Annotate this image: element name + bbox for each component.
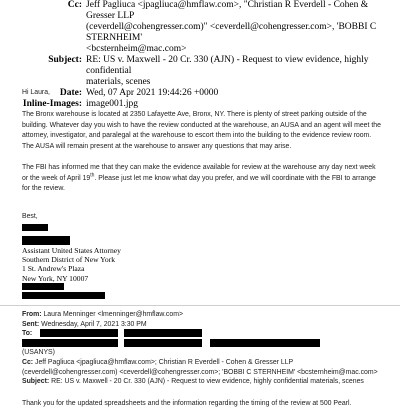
closing: Best, xyxy=(22,213,38,220)
to-label: To: xyxy=(22,330,33,338)
fwd-cc-row xyxy=(22,358,388,377)
redaction-bar xyxy=(124,339,202,347)
fwd-cc-value: Jeff Pagliuca <jpagliuca@hmflaw.com>; Christian R Everdell - Cohen & Gresser LLP (ceverdell@cohengresser.com) <ceverdell@cohengresser.com>; 'BOBBI C STERNHEIM' <bcsternheim@mac.com> xyxy=(22,358,378,376)
cc-value xyxy=(86,0,400,55)
subject-line: materials, scenes xyxy=(86,77,151,87)
redaction-bar xyxy=(22,224,48,231)
paragraph-text: The FBI has informed me that they can make the evidence available for review at the warehouse any day next week or the week of April 19 xyxy=(22,164,376,182)
signature-city: New York, NY 10007 xyxy=(22,273,89,283)
subject-value xyxy=(86,55,400,88)
redaction-bar xyxy=(22,236,70,245)
separator-line xyxy=(0,305,400,306)
usanys-text: (USANYS) xyxy=(22,349,55,357)
subject-label: Subject: xyxy=(48,55,82,65)
cc-row xyxy=(0,0,400,55)
usanys-row xyxy=(22,348,388,358)
fwd-subject-value: RE: US v. Maxwell - 20 Cr. 330 (AJN) - Request to view evidence, highly confidential materials, scenes xyxy=(51,378,364,386)
fwd-subject-row xyxy=(22,377,388,387)
from-label: From: xyxy=(22,311,42,318)
sent-label: Sent: xyxy=(22,320,40,328)
redaction-bar xyxy=(210,339,320,347)
paragraph-text: . Please just let me know what day you prefer, and we will coordinate with the FBI to arrange for the review. xyxy=(22,174,376,192)
cc-line: <bcsternheim@mac.com> xyxy=(86,44,187,54)
sent-value: Wednesday, April 7, 2021 3:30 PM xyxy=(41,320,147,328)
date-value: Wed, 07 Apr 2021 19:44:26 +0000 xyxy=(86,88,219,98)
subject-row xyxy=(0,55,400,88)
fwd-cc-label: Cc: xyxy=(22,358,34,366)
redaction-bar xyxy=(124,329,202,337)
paragraph-location: The Bronx warehouse is located at 2350 Lafayette Ave, Bronx, NY. There is plenty of street parking outside of the building. Whatever day you wish to have the review conducted at the warehouse, an AUSA and an agent will meet the attorney, investigator, and paralegal at the warehouse to escort them into the building to the evidence review room. The AUSA will remain present at the warehouse to answer any questions that may arise. xyxy=(22,111,381,150)
cc-line: (ceverdell@cohengresser.com)" <ceverdell@cohengresser.com>, 'BOBBI C STERNHEIM' xyxy=(86,22,377,43)
sent-row xyxy=(22,320,388,330)
signature-block xyxy=(22,246,322,283)
date-label: Date: xyxy=(59,88,82,98)
paragraph-availability xyxy=(22,163,382,195)
cc-label: Cc: xyxy=(67,0,82,10)
signature-title: Assistant United States Attorney xyxy=(22,246,121,255)
inline-images-label: Inline-Images: xyxy=(22,99,82,109)
forwarded-header xyxy=(22,310,388,408)
subject-line: RE: US v. Maxwell - 20 Cr. 330 (AJN) - Request to view evidence, highly confidential xyxy=(86,55,369,76)
fwd-subject-label: Subject: xyxy=(22,378,50,386)
signature-street: 1 St. Andrew's Plaza xyxy=(22,264,85,274)
inline-images-row xyxy=(0,99,400,110)
inline-images-value[interactable]: image001.jpg xyxy=(86,99,138,109)
fwd-body-line: Thank you for the updated spreadsheets and the information regarding the timing of the review at 500 Pearl. xyxy=(22,399,352,407)
from-row xyxy=(22,310,388,320)
redaction-bar xyxy=(40,329,118,337)
ordinal-suffix: th xyxy=(90,172,95,179)
greeting: Hi Laura, xyxy=(22,89,50,96)
redaction-bar xyxy=(22,283,64,290)
from-value[interactable]: Laura Menninger <lmenninger@hmflaw.com> xyxy=(43,311,183,318)
signature-office: Southern District of New York xyxy=(22,255,116,265)
cc-line: Jeff Pagliuca <jpagliuca@hmflaw.com>, "Christian R Everdell - Cohen & Gresser LLP xyxy=(86,0,369,21)
redaction-bar xyxy=(22,292,105,299)
redaction-bar xyxy=(22,339,118,347)
